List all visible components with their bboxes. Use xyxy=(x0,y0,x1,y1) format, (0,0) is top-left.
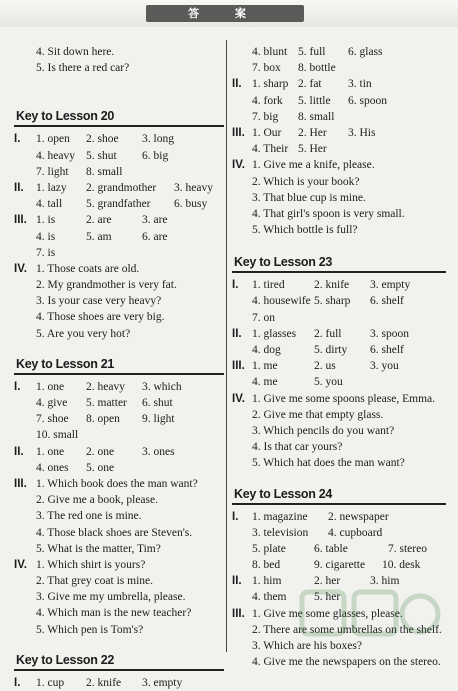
answer-line: 3. That blue cup is mine. xyxy=(252,191,366,204)
answer-line: 3. television 4. cupboard xyxy=(252,526,383,539)
answer-line: 3. The red one is mine. xyxy=(36,510,142,523)
answer-line: 4. blunt 5. full 6. glass xyxy=(252,46,383,58)
lesson-23-heading: Key to Lesson 23 xyxy=(232,254,446,273)
answer-line: 3. Which are his boxes? xyxy=(252,640,362,652)
answer-line: IV. 1. Give me a knife, please. xyxy=(232,159,375,172)
answer-line: 4. heavy 5. shut 6. big xyxy=(36,149,169,162)
answer-line: 4. tall 5. grandfather 6. busy xyxy=(36,198,208,211)
answer-line: I. 1. tired 2. knife 3. empty xyxy=(232,279,411,292)
answer-line: III. 1. Which book does the man want? xyxy=(14,477,198,490)
answer-line: III. 1. is 2. are 3. are xyxy=(14,214,168,227)
answer-line: 4. Which man is the new teacher? xyxy=(36,607,192,620)
answer-line: 4. fork 5. little 6. spoon xyxy=(252,94,387,107)
answer-line: I. 1. magazine 2. newspaper xyxy=(232,510,389,523)
answer-line: I. 1. open 2. shoe 3. long xyxy=(14,133,174,146)
answer-line: 4. them 5. her xyxy=(252,591,341,604)
answer-line: 2. My grandmother is very fat. xyxy=(36,279,177,292)
right-column xyxy=(232,44,446,670)
answer-line: 5. Which hat does the man want? xyxy=(252,457,405,470)
answer-line: IV. 1. Give me some spoons please, Emma. xyxy=(232,392,436,405)
answer-line: 4. dog 5. dirty 6. shelf xyxy=(252,344,404,356)
answer-line: II. 1. sharp 2. fat 3. tin xyxy=(232,78,372,91)
answer-line: 3. Which pencils do you want? xyxy=(252,424,395,437)
answer-line: 7. shoe 8. open 9. light xyxy=(36,413,175,426)
answer-line: 4. Is that car yours? xyxy=(252,441,343,454)
answer-line: 4. is 5. am 6. are xyxy=(36,230,168,243)
left-column xyxy=(14,44,224,691)
answer-line: 4. That girl's spoon is very small. xyxy=(252,207,405,220)
answer-line: 8. bed 9. cigarette 10. desk xyxy=(252,559,421,572)
answer-line: 4. Those shoes are very big. xyxy=(36,311,165,324)
answer-line: I. 1. cup 2. knife 3. empty xyxy=(14,676,183,689)
answer-line: 2. That grey coat is mine. xyxy=(36,575,153,588)
answer-line: I. 1. one 2. heavy 3. which xyxy=(14,380,182,393)
answer-line: 2. There are some umbrellas on the shelf. xyxy=(252,623,442,636)
lesson-24-heading: Key to Lesson 24 xyxy=(232,486,446,505)
lesson-22-heading: Key to Lesson 22 xyxy=(14,652,224,671)
answer-line: 4. housewife 5. sharp 6. shelf xyxy=(252,295,404,308)
answer-line: 7. on xyxy=(252,311,275,324)
answer-line: IV. 1. Which shirt is yours? xyxy=(14,558,146,571)
answer-line: 7. big 8. small xyxy=(252,110,335,123)
answer-line: 5. plate 6. table 7. stereo xyxy=(252,542,427,555)
answer-line: II. 1. one 2. one 3. ones xyxy=(14,445,175,458)
answer-line: IV. 1. Those coats are old. xyxy=(14,262,140,275)
answer-line: 5. Are you very hot? xyxy=(36,327,131,340)
column-divider xyxy=(226,40,227,652)
answer-line: III. 1. me 2. us 3. you xyxy=(232,360,399,373)
answer-line: 5. Which bottle is full? xyxy=(252,224,358,237)
answer-line: 4. me 5. you xyxy=(252,376,343,389)
answer-line: 4. Sit down here. xyxy=(36,46,115,58)
answer-line: II. 1. glasses 2. full 3. spoon xyxy=(232,327,409,340)
lesson-21-heading: Key to Lesson 21 xyxy=(14,356,224,375)
answer-line: 2. Give me that empty glass. xyxy=(252,408,384,421)
answer-line: 5. Is there a red car? xyxy=(36,62,130,75)
answer-line: 3. Is your case very heavy? xyxy=(36,295,162,308)
answer-line: II. 1. lazy 2. grandmother 3. heavy xyxy=(14,181,213,194)
header-banner xyxy=(0,0,458,27)
answer-line: 7. light 8. small xyxy=(36,165,123,178)
lesson-20-heading: Key to Lesson 20 xyxy=(14,108,224,127)
header-title: 答 案 xyxy=(146,5,304,22)
answer-line: 5. What is the matter, Tim? xyxy=(36,542,161,555)
answer-line: 4. Give me the newspapers on the stereo. xyxy=(252,656,441,669)
answer-line: 5. Which pen is Tom's? xyxy=(36,623,144,636)
answer-line: 4. Their 5. Her xyxy=(252,143,327,156)
answer-line: 10. small xyxy=(36,429,79,442)
answer-line: 2. Which is your book? xyxy=(252,175,360,188)
answer-line: III. 1. Give me some glasses, please. xyxy=(232,607,403,620)
answer-line: 7. box 8. bottle xyxy=(252,62,336,75)
answer-line: 4. Those black shoes are Steven's. xyxy=(36,526,193,539)
answer-line: 4. give 5. matter 6. shut xyxy=(36,397,173,409)
answer-line: 3. Give me my umbrella, please. xyxy=(36,591,186,604)
answer-line: II. 1. him 2. her 3. him xyxy=(232,575,400,588)
answer-line: 2. Give me a book, please. xyxy=(36,494,158,507)
answer-line: III. 1. Our 2. Her 3. His xyxy=(232,126,376,139)
answer-line: 7. is xyxy=(36,246,56,259)
answer-line: 4. ones 5. one xyxy=(36,461,115,474)
